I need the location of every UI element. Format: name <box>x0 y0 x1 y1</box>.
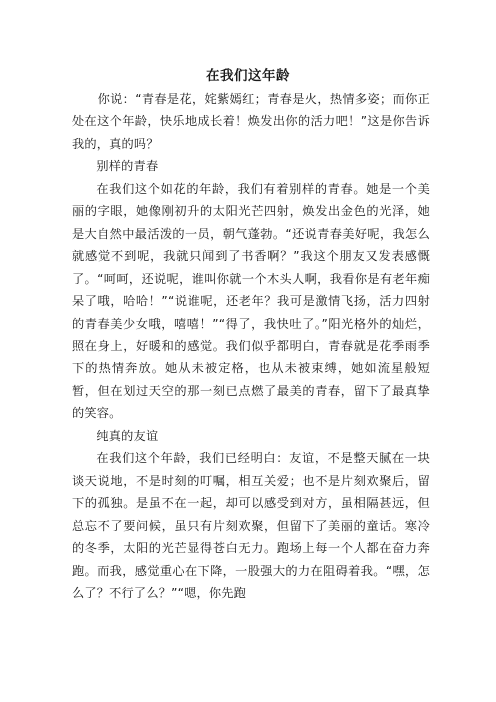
friendship-paragraph: 在我们这个年龄，我们已经明白：友谊，不是整天腻在一块谈天说地，不是时刻的叮嘱，相互关爱；也不是片刻欢聚后，留下的孤独。是虽不在一起，却可以感受到对方，虽相隔甚远，但总忘不了要问候，虽只有片刻欢聚，但留下了美丽的童话。寒冷的冬季，太阳的光芒显得苍白无力。跑场上每一个人都在奋力奔跑。而我，感觉重心在下降，一股强大的力在阻碍着我。“嘿，怎么了？不行了么？”“嗯，你先跑 <box>72 451 430 600</box>
section-heading-youth: 别样的青春 <box>96 159 159 174</box>
document-title: 在我们这年龄 <box>206 68 290 84</box>
youth-paragraph: 在我们这个如花的年龄，我们有着别样的青春。她是一个美丽的字眼，她像刚初升的太阳光芒四射，焕发出金色的光泽，她是大自然中最活泼的一员，朝气蓬勃。“还说青春美好呢，我怎么就感觉不到呢，我就只闻到了书香啊？”我这个朋友又发表感慨了。“呵呵，还说呢，谁叫你就一个木头人啊，我看你是有老年痴呆了哦，哈哈！”“说谁呢，还老年？我可是激情飞扬，活力四射的青春美少女哦，嘻嘻！”“得了，我快吐了。”阳光格外的灿烂，照在身上，好暖和的感觉。我们似乎都明白，青春就是花季雨季下的热情奔放。她从未被定格，也从未被束缚，她如流星般短暂，但在划过天空的那一刻已点燃了最美的青春，留下了最真挚的笑容。 <box>72 181 430 421</box>
document-body <box>72 88 430 604</box>
intro-paragraph: 你说：“青春是花，姹紫嫣红；青春是火，热情多姿；而你正处在这个年龄，快乐地成长着！焕发出你的活力吧！”这是你告诉我的，真的吗？ <box>72 92 430 151</box>
section-heading-friendship: 纯真的友谊 <box>96 428 159 443</box>
